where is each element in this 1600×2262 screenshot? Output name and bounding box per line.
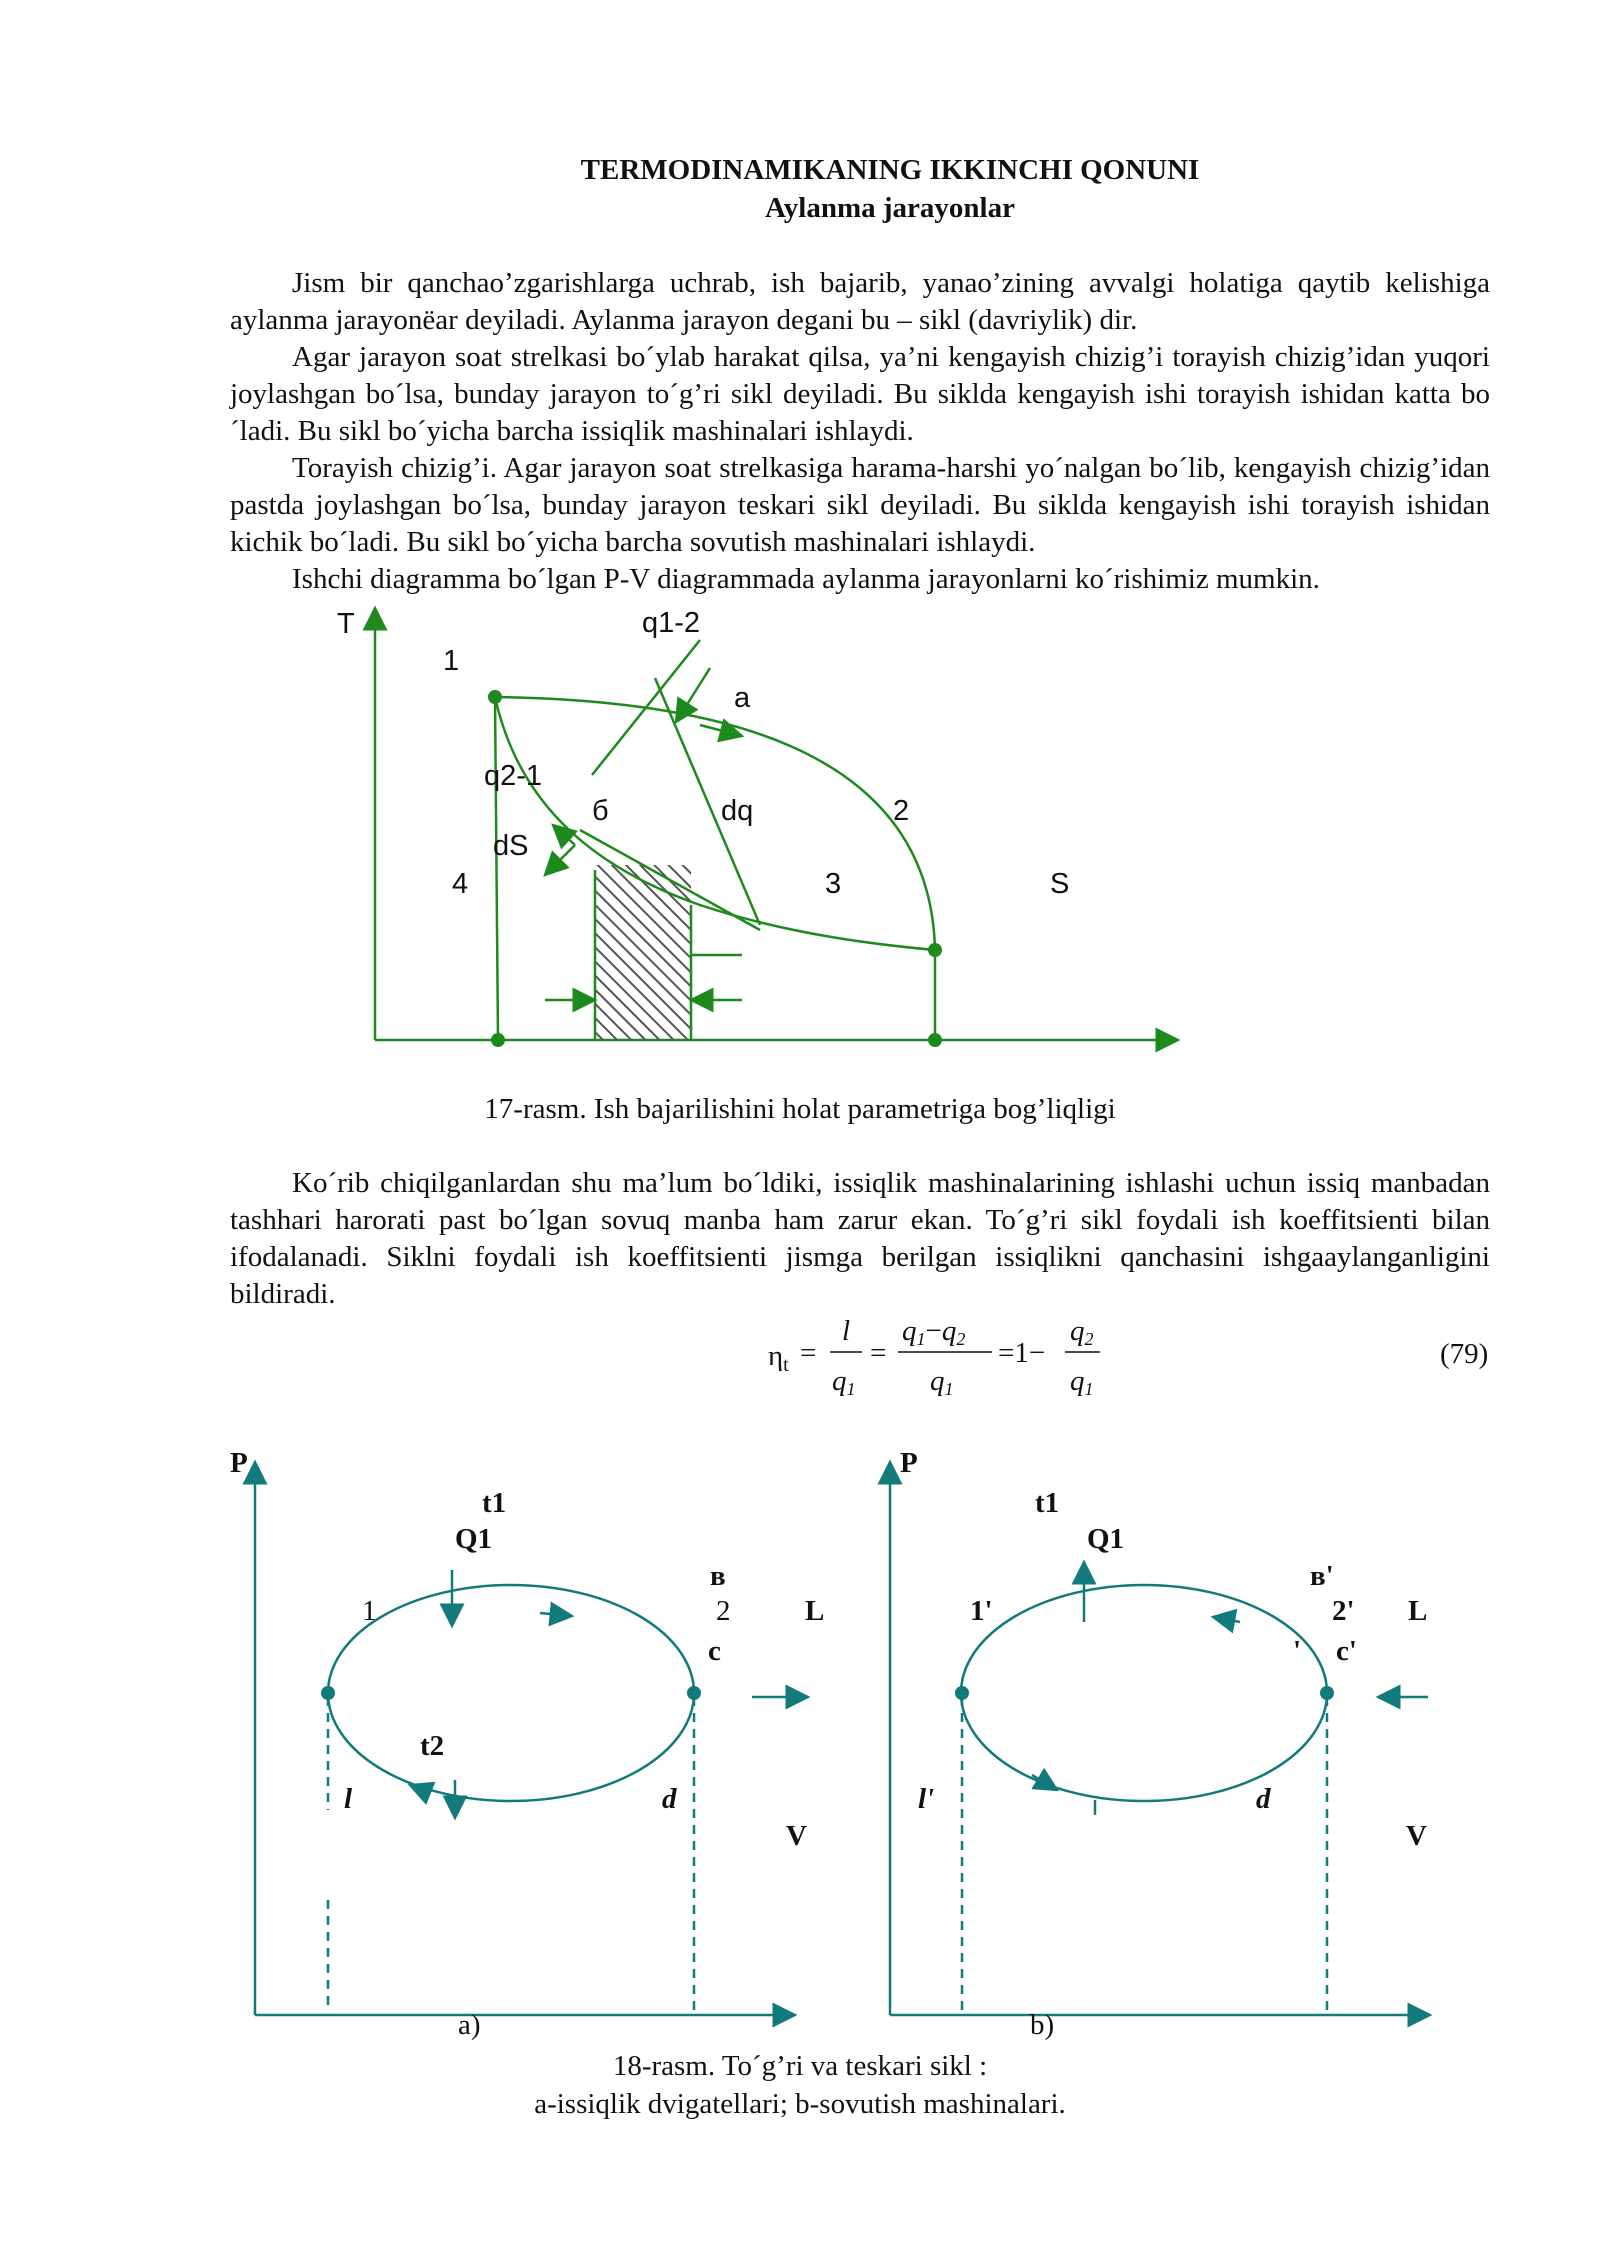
eta-symbol: $\eta_t$ <box>768 1340 789 1376</box>
numerator-q1-q2: q1−q2 <box>902 1315 966 1349</box>
b-q1-label: Q1 <box>1087 1523 1125 1555</box>
figure-18-caption-1: 18-rasm. To´g’ri va teskari sikl : <box>612 2050 988 2082</box>
paragraph-5: Ko´rib chiqilganlardan shu ma’lum bo´ldiki, issiqlik mashinalarining ishlashi uchun issiq manbadan tashhari harorati past bo´lgan sovuq manba ham zarur ekan. To´g’ri sikl foydali ish koeffitsienti bilan ifodalanadi. Siklni foydali ish koeffitsienti jismga berilgan issiqlikni qanchasini ishgaaylanganligini bildiradi. <box>230 1167 1490 1310</box>
page-title: TERMODINAMIKANING IKKINCHI QONUNI <box>580 154 1200 186</box>
paragraph-2: Agar jarayon soat strelkasi bo´ylab harakat qilsa, ya’ni kengayish chizig’i torayish chizig’idan yuqori joylashgan bo´lsa, bunday jarayon to´g’ri sikl deyiladi. Bu siklda kengayish ishi torayish ishidan katta bo´ladi. Bu sikl bo´yicha barcha issiqlik mashinalari ishlaydi. <box>230 341 1490 447</box>
a-t2-label: t2 <box>420 1730 445 1762</box>
eq-sign: = <box>800 1337 817 1369</box>
page-subtitle: Aylanma jarayonlar <box>765 192 1015 224</box>
label-dq: dq <box>721 795 754 827</box>
a-v-label: V <box>786 1820 807 1852</box>
a-q1-label: Q1 <box>455 1523 493 1555</box>
label-a: a <box>734 682 751 714</box>
label-b: б <box>592 795 609 827</box>
a-t1-label: t1 <box>482 1487 507 1519</box>
q21-label: q2-1 <box>484 760 543 792</box>
numerator-q2: q2 <box>1070 1315 1094 1349</box>
a-p-label: P <box>230 1447 248 1479</box>
denominator-q1-b: q1 <box>930 1365 954 1399</box>
b-label-b: в' <box>1310 1560 1334 1592</box>
a-label-1: 1 <box>362 1595 377 1627</box>
one-minus: =1− <box>998 1337 1046 1369</box>
b-label-l: l' <box>918 1783 935 1815</box>
figure-18-caption-2: a-issiqlik dvigatellari; b-sovutish mashinalari. <box>534 2088 1066 2120</box>
denominator-q1: q1 <box>832 1365 856 1399</box>
cycle-b-ellipse <box>961 1585 1327 1801</box>
a-label-l-cap: L <box>805 1595 825 1627</box>
equation-number: (79) <box>1440 1338 1489 1370</box>
label-2: 2 <box>893 795 910 827</box>
numerator-l: l <box>842 1315 851 1347</box>
label-1: 1 <box>443 645 460 677</box>
denominator-q1-c: q1 <box>1070 1365 1094 1399</box>
label-3: 3 <box>825 868 842 900</box>
b-t1-label: t1 <box>1035 1487 1060 1519</box>
a-label-b: в <box>710 1560 726 1592</box>
b-tick: ' <box>1293 1635 1302 1667</box>
cycle-a-ellipse <box>328 1585 694 1801</box>
b-label-l-cap: L <box>1408 1595 1428 1627</box>
t-axis-label: T <box>337 608 355 640</box>
label-ds: dS <box>493 830 529 862</box>
b-label-d: d <box>1256 1783 1271 1815</box>
b-sub-label: b) <box>1030 2009 1055 2041</box>
b-label-2: 2' <box>1332 1595 1355 1627</box>
paragraph-3: Torayish chizig’i. Agar jarayon soat strelkasiga harama-harshi yo´nalgan bo´lib, kengayish chizig’idan pastda joylashgan bo´lsa, bunday jarayon teskari sikl deyiladi. Bu siklda kengayish ishi torayish ishidan kichik bo´ladi. Bu sikl bo´yicha barcha sovutish mashinalari ishlaydi. <box>230 452 1490 558</box>
eq-sign-2: = <box>870 1337 887 1369</box>
a-label-2: 2 <box>716 1595 731 1627</box>
b-label-c: c' <box>1336 1635 1357 1667</box>
paragraph-4: Ishchi diagramma bo´lgan P-V diagrammada aylanma jarayonlarni ko´rishimiz mumkin. <box>292 563 1320 595</box>
a-label-c: c <box>708 1635 721 1667</box>
b-label-1: 1' <box>970 1595 993 1627</box>
a-label-d: d <box>662 1783 677 1815</box>
a-label-l: l <box>344 1783 353 1815</box>
label-4: 4 <box>452 868 469 900</box>
b-p-label: P <box>900 1447 918 1479</box>
a-sub-label: a) <box>458 2009 481 2041</box>
figure-17-caption: 17-rasm. Ish bajarilishini holat parametriga bog’liqligi <box>484 1093 1116 1125</box>
q12-label: q1-2 <box>642 607 701 639</box>
s-axis-label: S <box>1050 868 1070 900</box>
b-v-label: V <box>1406 1820 1427 1852</box>
paragraph-1: Jism bir qanchao’zgarishlarga uchrab, ish bajarib, yanao’zining avvalgi holatiga qaytib kelishiga aylanma jarayonёar deyiladi. Aylanma jarayon degani bu – sikl (davriylik) dir. <box>230 267 1490 336</box>
